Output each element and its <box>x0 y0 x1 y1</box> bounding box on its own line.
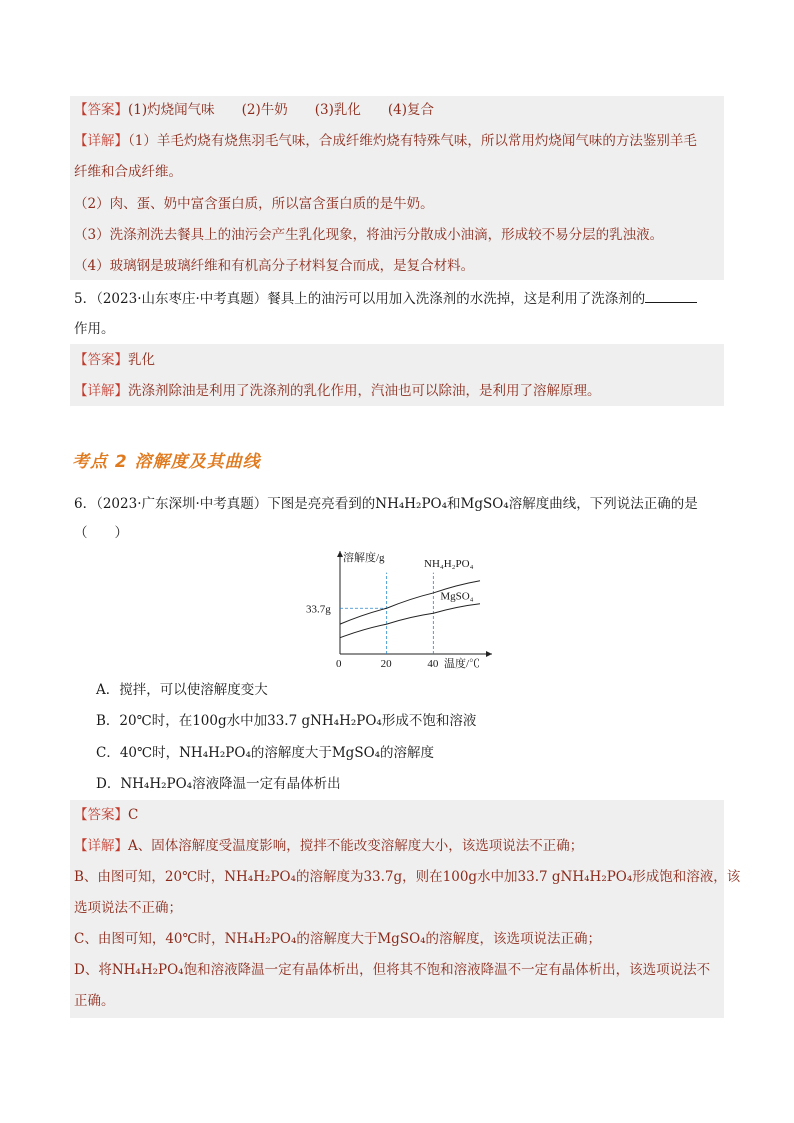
q5-detail-line <box>74 381 724 401</box>
y-axis-label: 溶解度/g <box>343 552 385 564</box>
x-tick-0: 0 <box>336 658 342 670</box>
x-tick-20: 20 <box>380 658 392 670</box>
q6-detail-line-c: C、由图可知，40℃时，NH₄H₂PO₄的溶解度大于MgSO₄的溶解度，该选项说法正确； <box>74 931 602 947</box>
option-a: A．搅拌，可以使溶解度变大 <box>96 682 268 698</box>
q6-detail-line-b1: B、由图可知，20℃时，NH₄H₂PO₄的溶解度为33.7g，则在100g水中加33.7 gNH₄H₂PO₄形成饱和溶液，该 <box>74 869 741 885</box>
q6-detail-line-b2: 选项说法不正确； <box>74 900 182 916</box>
solubility-chart-svg <box>300 549 500 674</box>
q4-detail-line-1 <box>74 131 724 151</box>
x-tick-40: 40 <box>427 658 439 670</box>
detail-text: （1）羊毛灼烧有烧焦羽毛气味，合成纤维灼烧有特殊气味，所以常用灼烧闻气味的方法鉴别羊毛 <box>128 133 697 149</box>
answer-text: C <box>128 807 139 823</box>
section-title: 考点 2 溶解度及其曲线 <box>72 452 261 472</box>
q6-stem-line-2: （ ） <box>74 525 128 541</box>
q6-stem-line-1: 6．（2023·广东深圳·中考真题）下图是亮亮看到的NH₄H₂PO₄和MgSO₄溶解度曲线，下列说法正确的是 <box>74 496 698 512</box>
solubility-chart <box>300 549 500 674</box>
q4-detail-line-2: 纤维和合成纤维。 <box>74 164 182 180</box>
y-tick-33.7: 33.7g <box>306 603 331 616</box>
option-d: D．NH₄H₂PO₄溶液降温一定有晶体析出 <box>96 776 341 792</box>
answer-text: (1)灼烧闻气味 (2)牛奶 (3)乳化 (4)复合 <box>128 102 434 118</box>
q6-detail-line-d1: D、将NH₄H₂PO₄饱和溶液降温一定有晶体析出，但将其不饱和溶液降温不一定有晶体析出，该选项说法不 <box>74 962 711 978</box>
series-label-mgso4: MgSO₄ <box>440 590 474 603</box>
series-line-1 <box>340 604 480 638</box>
series-label-nh4h2po4: NH₄H₂PO₄ <box>424 558 474 571</box>
option-c: C．40℃时，NH₄H₂PO₄的溶解度大于MgSO₄的溶解度 <box>96 745 435 761</box>
answer-label: 【答案】 <box>74 352 128 368</box>
q4-answer-line <box>74 100 724 120</box>
answer-label: 【答案】 <box>74 807 128 823</box>
detail-label: 【详解】 <box>74 838 128 854</box>
q6-detail-line-d2: 正确。 <box>74 993 115 1009</box>
x-axis-arrow <box>486 651 492 657</box>
option-b: B．20℃时，在100g水中加33.7 gNH₄H₂PO₄形成不饱和溶液 <box>96 713 477 729</box>
answer-label: 【答案】 <box>74 102 128 118</box>
answer-text: 乳化 <box>128 352 155 368</box>
detail-text: 洗涤剂除油是利用了洗涤剂的乳化作用，汽油也可以除油，是利用了溶解原理。 <box>128 383 601 399</box>
q6-answer-line <box>74 805 724 825</box>
q5-stem-line-2: 作用。 <box>74 321 115 337</box>
q6-detail-line-a <box>74 836 724 856</box>
detail-label: 【详解】 <box>74 133 128 149</box>
x-axis-label: 温度/℃ <box>444 658 481 670</box>
q5-answer-line <box>74 350 724 370</box>
q4-detail-line-3: （2）肉、蛋、奶中富含蛋白质，所以富含蛋白质的是牛奶。 <box>74 196 434 212</box>
q4-detail-line-5: （4）玻璃钢是玻璃纤维和有机高分子材料复合而成，是复合材料。 <box>74 258 475 274</box>
q4-detail-line-4: （3）洗涤剂洗去餐具上的油污会产生乳化现象，将油污分散成小油滴，形成较不易分层的乳浊液。 <box>74 227 664 243</box>
detail-label: 【详解】 <box>74 383 128 399</box>
q4-answer-block <box>70 96 724 280</box>
q5-stem: 5．（2023·山东枣庄·中考真题）餐具上的油污可以用加入洗涤剂的水洗掉，这是利用了洗涤剂的 <box>74 291 646 307</box>
detail-text: A、固体溶解度受温度影响，搅拌不能改变溶解度大小，该选项说法不正确； <box>128 838 584 854</box>
q5-stem-line-1 <box>74 288 724 309</box>
answer-blank <box>645 288 697 303</box>
